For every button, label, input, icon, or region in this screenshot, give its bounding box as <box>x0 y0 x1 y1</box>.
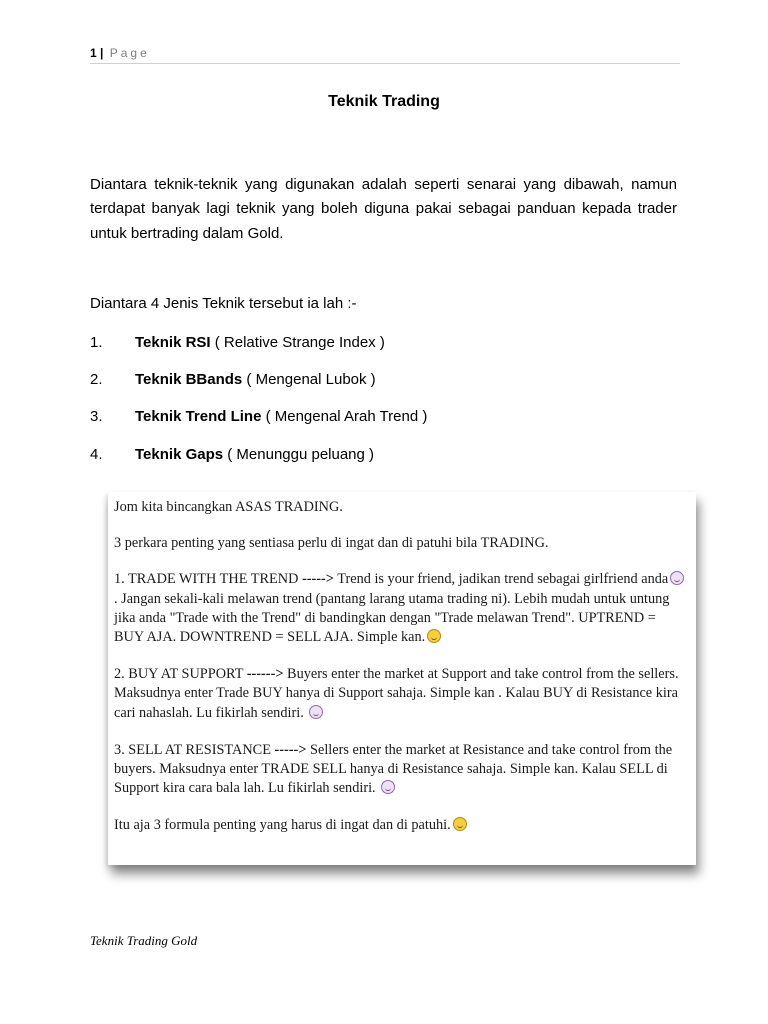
rule-heading: 3. SELL AT RESISTANCE <box>114 741 275 758</box>
list-item <box>90 407 427 427</box>
page-title: Teknik Trading <box>328 93 440 110</box>
rule-trade-with-trend <box>114 570 686 647</box>
list-item-desc: ( Mengenal Arah Trend ) <box>261 408 428 425</box>
rule-text: . Jangan sekali-kali melawan trend (pantang larang utama trading ni). Lebih mudah untuk untung jika anda "Trade with the Trend" di bandingkan dengan "Trade melawan Trend". UPTREND = BUY AJA. DOWNTREND = SELL AJA. Simple kan. <box>114 590 670 646</box>
rule-text: Sellers enter the market at Resistance and take control from the buyers. Maksudnya enter TRADE SELL hanya di Resistance sahaja. Simple kan. Kalau SELL di Support kira cara bala lah. Lu fikirlah sendiri. <box>114 741 673 797</box>
rule-heading: 2. BUY AT SUPPORT <box>114 666 247 683</box>
list-item <box>90 445 374 465</box>
smile-emoticon-icon <box>427 629 441 643</box>
list-item-name: Teknik Gaps <box>135 446 224 463</box>
list-item-number: 2. <box>90 371 103 388</box>
list-item-number: 3. <box>90 408 103 425</box>
list-item-number: 1. <box>90 334 103 351</box>
rule-buy-at-support <box>114 665 686 723</box>
rule-text: Buyers enter the market at Support and take control from the sellers. Maksudnya enter Trade BUY hanya di Support sahaja. Simple kan . Kalau BUY di Resistance kira cari nahaslah. Lu fikirlah sendiri. <box>114 666 679 721</box>
rule-arrow: -----> <box>301 571 334 588</box>
rule-arrow: -----> <box>274 741 307 758</box>
box-closing <box>114 816 686 835</box>
list-intro: Diantara 4 Jenis Teknik tersebut ia lah :- <box>90 295 357 312</box>
list-item-name: Teknik RSI <box>135 334 211 351</box>
list-item-number: 4. <box>90 446 103 463</box>
tongue-emoticon-icon <box>670 571 684 585</box>
list-item <box>90 370 376 390</box>
list-item-desc: ( Menunggu peluang ) <box>223 446 375 463</box>
list-item-desc: ( Relative Strange Index ) <box>210 334 385 351</box>
tongue-emoticon-icon <box>309 705 323 719</box>
box-intro: Jom kita bincangkan ASAS TRADING. <box>114 499 343 515</box>
header-separator: | <box>100 46 104 60</box>
laugh-emoticon-icon <box>453 817 467 831</box>
list-item-desc: ( Mengenal Lubok ) <box>242 371 376 388</box>
page-label: Page <box>109 46 150 60</box>
box-subtitle: 3 perkara penting yang sentiasa perlu di ingat dan di patuhi bila TRADING. <box>114 535 549 552</box>
page-footer: Teknik Trading Gold <box>90 933 198 948</box>
rule-sell-at-resistance <box>114 741 686 799</box>
tongue-emoticon-icon <box>381 780 395 794</box>
intro-paragraph: Diantara teknik-teknik yang digunakan adalah seperti senarai yang dibawah, namun terdapat banyak lagi teknik yang boleh diguna pakai sebagai panduan kepada trader untuk bertrading dalam Gold. <box>90 176 677 242</box>
list-item-name: Teknik BBands <box>135 371 243 388</box>
list-item-name: Teknik Trend Line <box>135 408 262 425</box>
trading-basics-screenshot <box>108 492 696 865</box>
closing-text: Itu aja 3 formula penting yang harus di ingat dan di patuhi. <box>114 817 451 834</box>
page-header <box>90 46 680 64</box>
list-item <box>90 333 385 353</box>
rule-heading: 1. TRADE WITH THE TREND <box>114 571 302 588</box>
rule-arrow: ------> <box>246 666 284 683</box>
page-number: 1 <box>90 46 97 60</box>
rule-text: Trend is your friend, jadikan trend sebagai girlfriend anda <box>333 571 669 588</box>
